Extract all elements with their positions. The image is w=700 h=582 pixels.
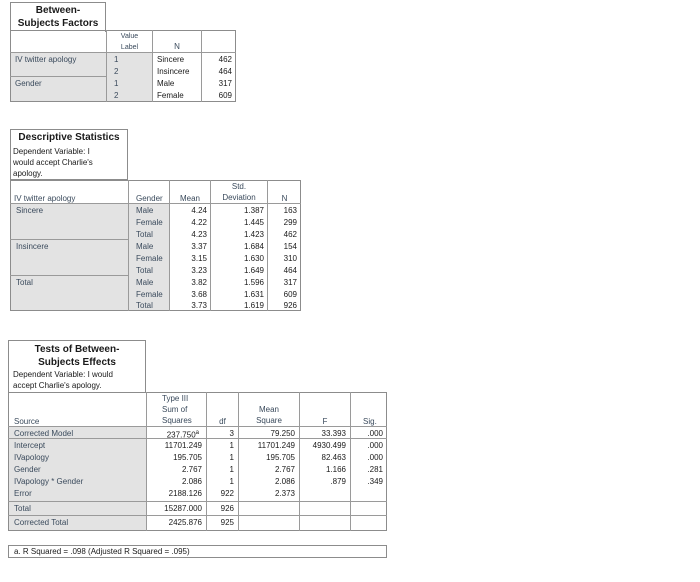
ms-value: 2.767 (274, 465, 295, 474)
n-value: 926 (283, 301, 297, 310)
gender-label: Total (136, 301, 153, 310)
gender-label: Female (136, 254, 163, 263)
group-label: Sincere (16, 206, 44, 215)
header-mean-square (239, 404, 299, 426)
header-line: Label (120, 44, 139, 51)
df-value: 925 (220, 518, 234, 527)
header-line: Sum of (162, 405, 188, 414)
header-value-label (107, 31, 152, 53)
source-label: Gender (14, 465, 41, 474)
sd-value: 1.649 (243, 266, 264, 275)
tests-title (8, 343, 146, 369)
df-value: 1 (229, 477, 234, 486)
descriptive-title: Descriptive Statistics (18, 132, 120, 143)
header-line: Square (256, 416, 282, 425)
source-label: Error (14, 489, 32, 498)
ms-value: 195.705 (266, 453, 295, 462)
f-value: 4930.499 (312, 441, 346, 450)
source-label: IVapology (14, 453, 49, 462)
dependent-variable-note (13, 369, 145, 391)
gender-label: Total (136, 230, 153, 239)
source-label: Total (14, 504, 31, 513)
header-line: Deviation (222, 193, 256, 202)
header-mean: Mean (179, 194, 200, 203)
factor-value: 1 (114, 79, 119, 88)
note-line: Dependent Variable: I (13, 147, 90, 156)
gender-label: Male (136, 278, 154, 287)
source-label: Corrected Model (14, 429, 74, 438)
n-value: 299 (283, 218, 297, 227)
source-label: Corrected Total (14, 518, 69, 527)
header-line: Value (120, 33, 139, 40)
title-line: Subjects Factors (17, 18, 99, 29)
mean-value: 4.24 (191, 206, 207, 215)
df-value: 1 (229, 453, 234, 462)
between-subjects-title (10, 4, 106, 30)
factor-level-label: Sincere (157, 55, 185, 64)
header-line: Type III (162, 394, 189, 403)
dependent-variable-note (13, 146, 127, 179)
note-line: Dependent Variable: I would (13, 370, 113, 379)
sd-value: 1.619 (243, 301, 264, 310)
sd-value: 1.445 (243, 218, 264, 227)
n-value: 310 (283, 254, 297, 263)
header-sig: Sig. (363, 417, 377, 426)
f-value: 33.393 (321, 429, 346, 438)
sd-value: 1.596 (243, 278, 264, 287)
header-line: Std. (231, 182, 247, 191)
ss-value: 2188.126 (168, 489, 202, 498)
sig-value: .349 (367, 477, 383, 486)
note-line: would accept Charlie's (13, 158, 93, 167)
note-line: accept Charlie's apology. (13, 381, 102, 390)
mean-value: 3.73 (191, 301, 207, 310)
title-line: Between- (35, 5, 81, 16)
factor-value: 2 (114, 91, 119, 100)
ss-value: 195.705 (173, 453, 202, 462)
source-label: IVapology * Gender (14, 477, 84, 486)
factor-value: 1 (114, 55, 119, 64)
gender-label: Female (136, 218, 163, 227)
sd-value: 1.631 (243, 290, 264, 299)
f-value: .879 (330, 477, 346, 486)
header-source: Source (14, 417, 40, 426)
title-line: Subjects Effects (38, 357, 116, 368)
factor-n: 317 (218, 79, 232, 88)
header-line: Mean (258, 405, 279, 414)
group-label: Total (16, 278, 33, 287)
df-value: 1 (229, 441, 234, 450)
mean-value: 3.37 (191, 242, 207, 251)
source-label: Intercept (14, 441, 46, 450)
sig-value: .000 (367, 429, 383, 438)
ss-value: 2.767 (181, 465, 202, 474)
mean-value: 4.22 (191, 218, 207, 227)
factor-value: 2 (114, 67, 119, 76)
factor-level-label: Insincere (157, 67, 190, 76)
sd-value: 1.387 (243, 206, 264, 215)
n-value: 464 (283, 266, 297, 275)
group-label: Insincere (16, 242, 49, 251)
df-value: 1 (229, 465, 234, 474)
mean-value: 3.68 (191, 290, 207, 299)
factor-n: 462 (218, 55, 232, 64)
sd-value: 1.423 (243, 230, 264, 239)
ms-value: 11701.249 (257, 441, 295, 450)
gender-label: Total (136, 266, 153, 275)
f-value: 1.166 (325, 465, 346, 474)
gender-label: Male (136, 206, 154, 215)
gender-label: Male (136, 242, 154, 251)
header-sum-of-squares (162, 393, 192, 426)
ss-value (147, 428, 199, 441)
header-std-deviation (211, 181, 267, 203)
mean-value: 3.23 (191, 266, 207, 275)
ms-value: 2.086 (274, 477, 295, 486)
sig-value: .000 (367, 441, 383, 450)
header-gender: Gender (136, 194, 163, 203)
ss-value: 15287.000 (164, 504, 202, 513)
factor-level-label: Male (157, 79, 175, 88)
n-value: 462 (283, 230, 297, 239)
n-value: 317 (283, 278, 297, 287)
ss-value: 11701.249 (164, 441, 202, 450)
factor-label: Gender (15, 79, 42, 88)
factor-n: 464 (218, 67, 232, 76)
n-value: 163 (283, 206, 297, 215)
sig-value: .000 (367, 453, 383, 462)
factor-n: 609 (218, 91, 232, 100)
mean-value: 3.15 (191, 254, 207, 263)
factor-label: IV twitter apology (15, 55, 77, 64)
ss-value: 2.086 (181, 477, 202, 486)
mean-value: 4.23 (191, 230, 207, 239)
footnote: a. R Squared = .098 (Adjusted R Squared = .095) (14, 547, 190, 556)
ms-value: 79.250 (270, 429, 295, 438)
header-n: N (174, 42, 180, 51)
n-value: 609 (283, 290, 297, 299)
gender-label: Female (136, 290, 163, 299)
factor-level-label: Female (157, 91, 184, 100)
ms-value: 2.373 (274, 489, 295, 498)
sd-value: 1.630 (243, 254, 264, 263)
note-line: apology. (13, 169, 43, 178)
df-value: 926 (220, 504, 234, 513)
f-value: 82.463 (321, 453, 346, 462)
df-value: 3 (229, 429, 234, 438)
mean-value: 3.82 (191, 278, 207, 287)
header-n: N (281, 194, 288, 203)
header-f: F (322, 417, 328, 426)
header-line: Squares (162, 416, 192, 425)
ss-value: 2425.876 (168, 518, 202, 527)
df-value: 922 (220, 489, 234, 498)
footnote-marker: a (195, 430, 199, 436)
sd-value: 1.684 (243, 242, 264, 251)
n-value: 154 (283, 242, 297, 251)
title-line: Tests of Between- (34, 344, 120, 355)
ss-number: 237.750 (166, 430, 196, 440)
header-df: df (219, 417, 226, 426)
header-iv: IV twitter apology (14, 194, 76, 203)
sig-value: .281 (367, 465, 383, 474)
